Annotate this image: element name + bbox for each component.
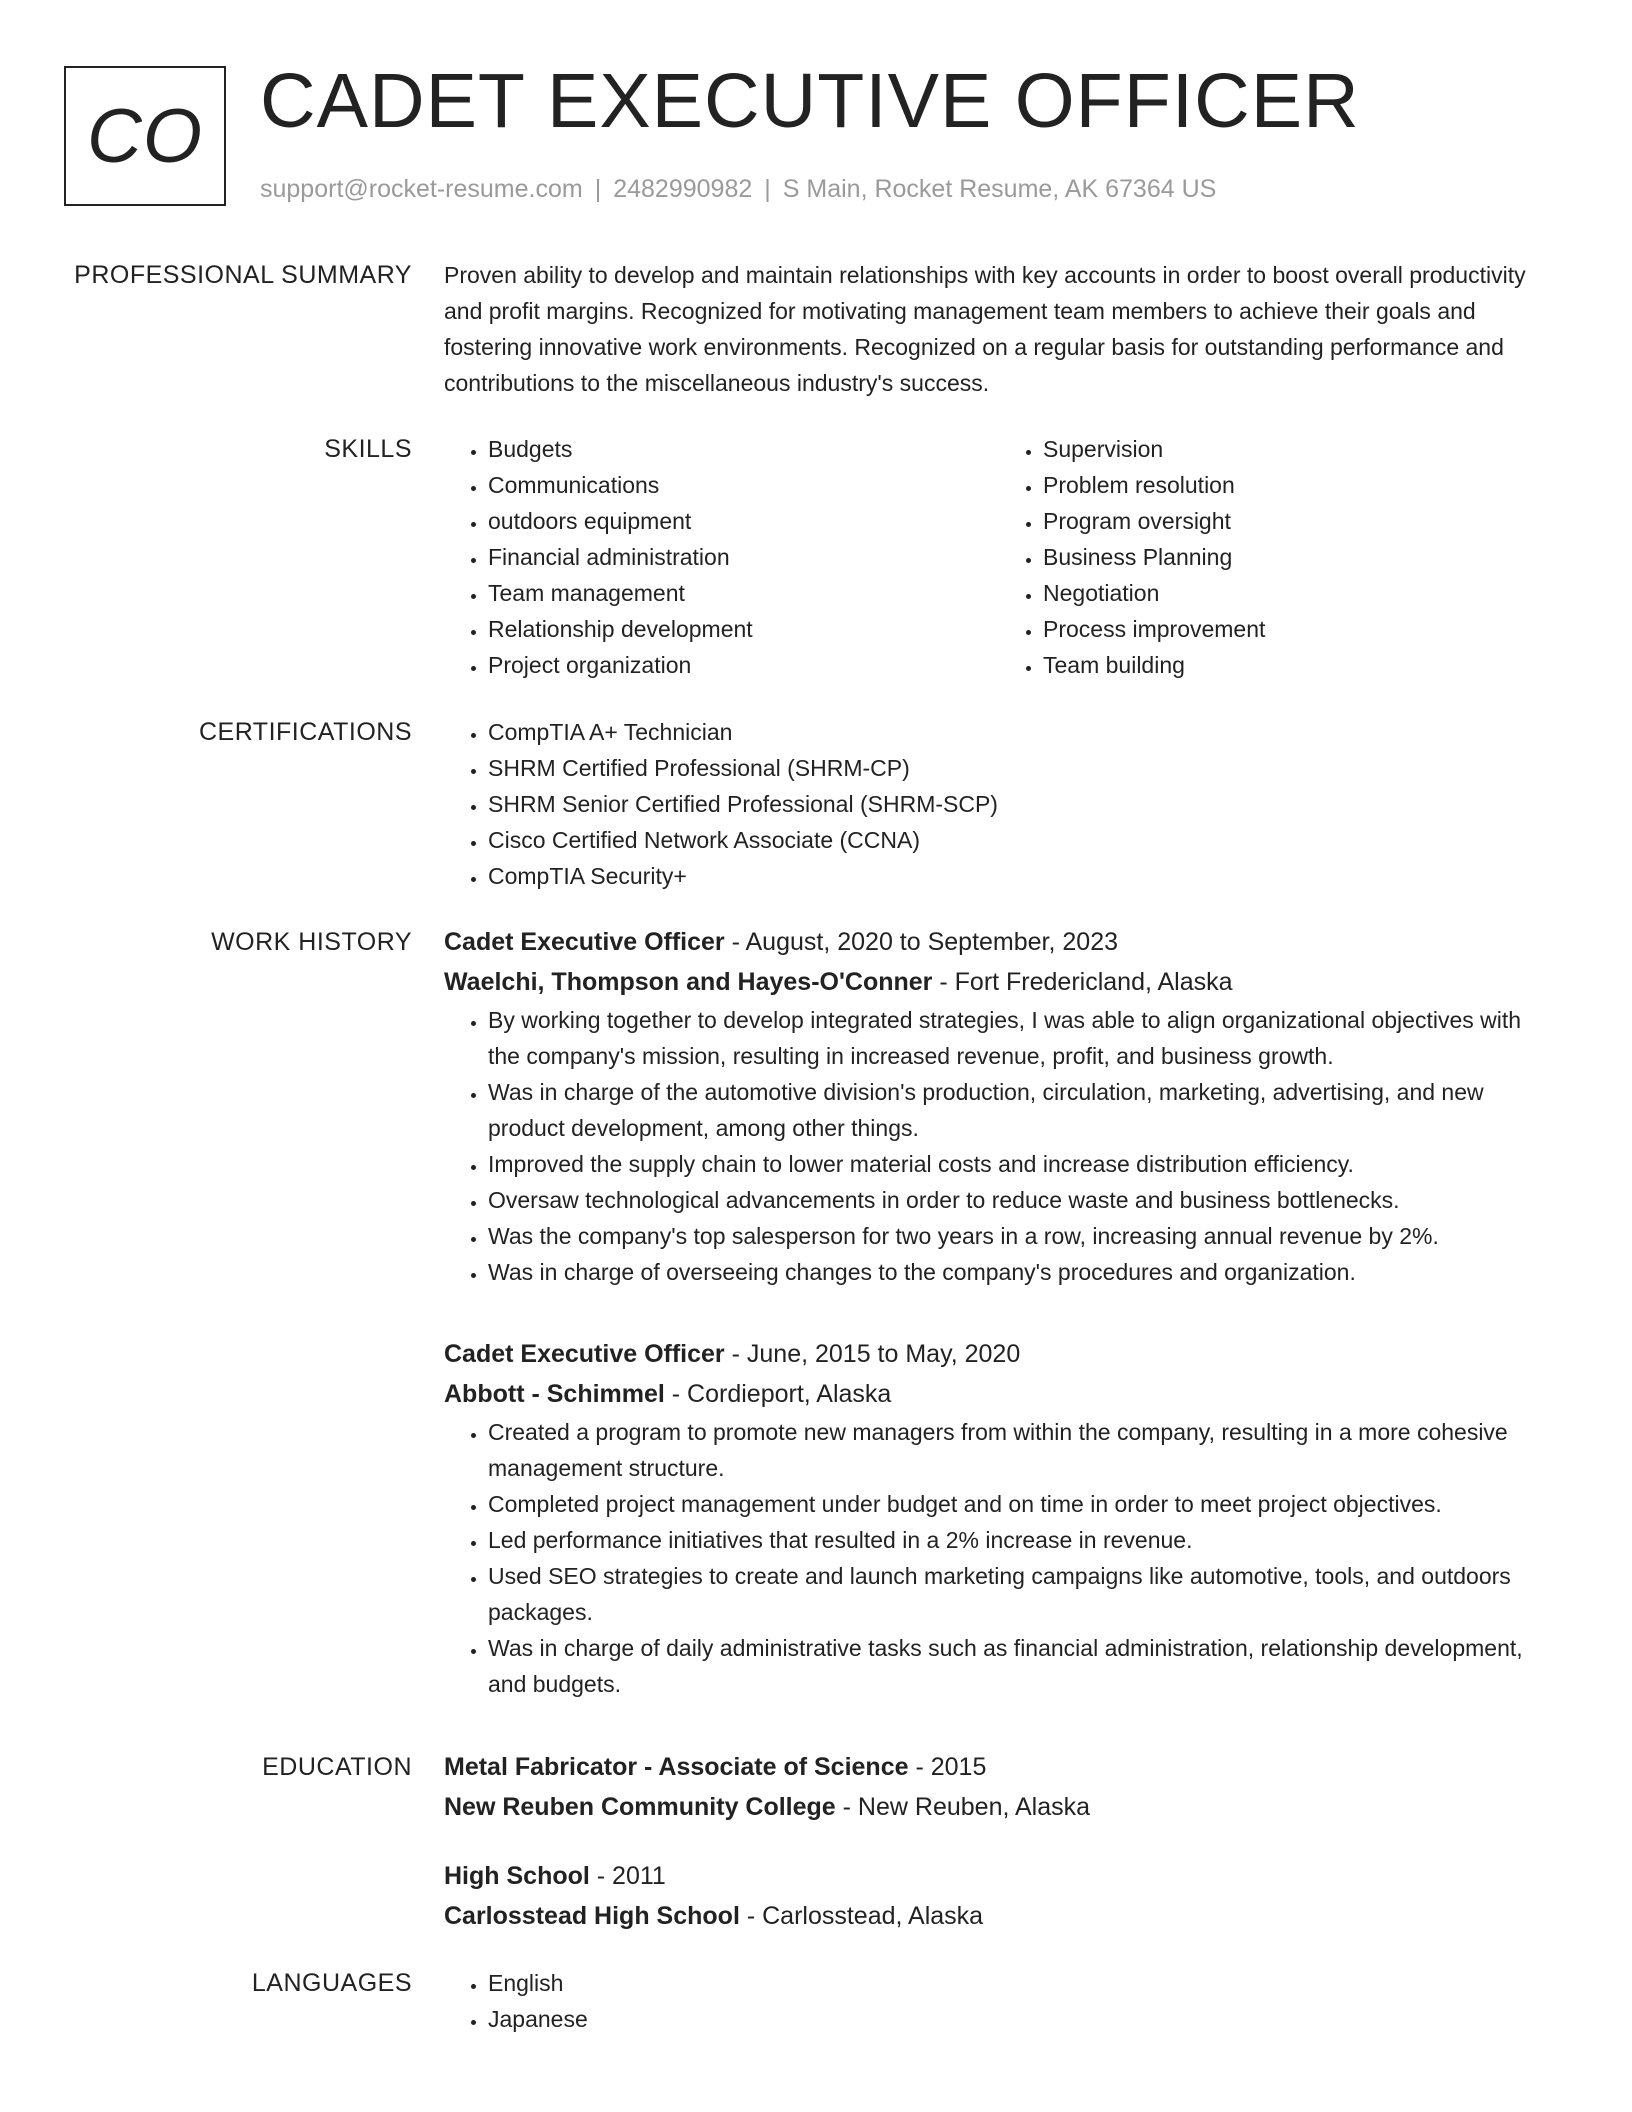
contact-separator: |	[594, 175, 602, 203]
job-company: Waelchi, Thompson and Hayes-O'Conner	[444, 968, 933, 996]
education-year: - 2011	[589, 1862, 666, 1890]
job-bullet: • Was in charge of the automotive division's production, circulation, marketing, advertising, and new product development, among other things.	[488, 1074, 1554, 1146]
education-location: - Carlosstead, Alaska	[739, 1902, 984, 1930]
job-dates: - June, 2015 to May, 2020	[724, 1340, 1021, 1368]
education-location: - New Reuben, Alaska	[835, 1793, 1091, 1821]
certification-item: • SHRM Certified Professional (SHRM-CP)	[488, 750, 1554, 786]
skills-list-right	[999, 431, 1554, 683]
section-label-skills: SKILLS	[324, 435, 412, 463]
contact-separator: |	[764, 175, 771, 203]
languages-list	[444, 1965, 1554, 2037]
certification-item: • CompTIA Security+	[488, 858, 1554, 894]
job-location: - Cordieport, Alaska	[664, 1380, 892, 1408]
skill-item: • Relationship development	[488, 611, 999, 647]
job-entry	[444, 922, 1554, 1290]
job-bullet: • Was in charge of daily administrative tasks such as financial administration, relationship development, and budgets.	[488, 1630, 1554, 1702]
skill-item: • Program oversight	[1043, 503, 1554, 539]
skill-item: • Team management	[488, 575, 999, 611]
skill-item: • Project organization	[488, 647, 999, 683]
skill-item: • outdoors equipment	[488, 503, 999, 539]
education-degree-line	[444, 1856, 1554, 1896]
summary-text: Proven ability to develop and maintain relationships with key accounts in order to boost overall productivity and profit margins. Recognized for motivating management team members to achieve their goals and fostering innovative work environments. Recognized on a regular basis for outstanding performance and contributions to the miscellaneous industry's success.	[444, 262, 1526, 396]
resume-title: CADET EXECUTIVE OFFICER	[260, 58, 1360, 144]
language-item: • Japanese	[488, 2001, 1554, 2037]
job-bullet: • By working together to develop integrated strategies, I was able to align organizational objectives with the company's mission, resulting in increased revenue, profit, and business growth.	[488, 1002, 1554, 1074]
job-dates: - August, 2020 to September, 2023	[724, 928, 1119, 956]
skill-item: • Negotiation	[1043, 575, 1554, 611]
section-label-work-history: WORK HISTORY	[211, 928, 412, 956]
contact-address: S Main, Rocket Resume, AK 67364 US	[782, 175, 1217, 203]
monogram-initials: CO	[64, 66, 226, 206]
job-title: Cadet Executive Officer	[444, 1340, 725, 1368]
job-bullets	[444, 1002, 1554, 1290]
job-bullet: • Improved the supply chain to lower material costs and increase distribution efficiency.	[488, 1146, 1554, 1182]
skill-item: • Financial administration	[488, 539, 999, 575]
education-school: Carlosstead High School	[444, 1902, 740, 1930]
language-item: • English	[488, 1965, 1554, 2001]
job-company-line	[444, 962, 1554, 1002]
job-bullet: • Was in charge of overseeing changes to the company's procedures and organization.	[488, 1254, 1554, 1290]
skill-item: • Business Planning	[1043, 539, 1554, 575]
job-company-line	[444, 1374, 1554, 1414]
contact-email: support@rocket-resume.com	[260, 175, 583, 203]
job-bullet: • Completed project management under budget and on time in order to meet project objectives.	[488, 1486, 1554, 1522]
job-location: - Fort Fredericland, Alaska	[932, 968, 1233, 996]
section-label-education: EDUCATION	[262, 1753, 412, 1781]
skill-item: • Supervision	[1043, 431, 1554, 467]
job-title-line	[444, 1334, 1554, 1374]
job-title: Cadet Executive Officer	[444, 928, 725, 956]
certification-item: • Cisco Certified Network Associate (CCNA)	[488, 822, 1554, 858]
job-bullet: • Was the company's top salesperson for two years in a row, increasing annual revenue by 2%.	[488, 1218, 1554, 1254]
skill-item: • Communications	[488, 467, 999, 503]
skill-item: • Team building	[1043, 647, 1554, 683]
job-title-line	[444, 922, 1554, 962]
certification-item: • CompTIA A+ Technician	[488, 714, 1554, 750]
job-bullet: • Led performance initiatives that resulted in a 2% increase in revenue.	[488, 1522, 1554, 1558]
section-label-summary: PROFESSIONAL SUMMARY	[74, 261, 412, 289]
section-label-certifications: CERTIFICATIONS	[198, 718, 412, 746]
education-degree: Metal Fabricator - Associate of Science	[444, 1753, 909, 1781]
education-school-line	[444, 1896, 1554, 1936]
education-year: - 2015	[908, 1753, 987, 1781]
section-label-languages: LANGUAGES	[251, 1969, 412, 1997]
skill-item: • Problem resolution	[1043, 467, 1554, 503]
job-bullet: • Created a program to promote new managers from within the company, resulting in a more cohesive management structure.	[488, 1414, 1554, 1486]
certifications-list	[444, 714, 1554, 894]
skill-item: • Budgets	[488, 431, 999, 467]
job-company: Abbott - Schimmel	[444, 1380, 665, 1408]
education-degree-line	[444, 1747, 1554, 1787]
skill-item: • Process improvement	[1043, 611, 1554, 647]
job-bullet: • Used SEO strategies to create and launch marketing campaigns like automotive, tools, and outdoors packages.	[488, 1558, 1554, 1630]
job-bullets	[444, 1414, 1554, 1702]
job-bullet: • Oversaw technological advancements in order to reduce waste and business bottlenecks.	[488, 1182, 1554, 1218]
certification-item: • SHRM Senior Certified Professional (SHRM-SCP)	[488, 786, 1554, 822]
education-school: New Reuben Community College	[444, 1793, 836, 1821]
skills-list-left	[444, 431, 999, 683]
contact-phone: 2482990982	[613, 175, 753, 203]
education-school-line	[444, 1787, 1554, 1827]
job-entry	[444, 1334, 1554, 1702]
contact-line	[260, 174, 1216, 204]
education-degree: High School	[444, 1862, 590, 1890]
